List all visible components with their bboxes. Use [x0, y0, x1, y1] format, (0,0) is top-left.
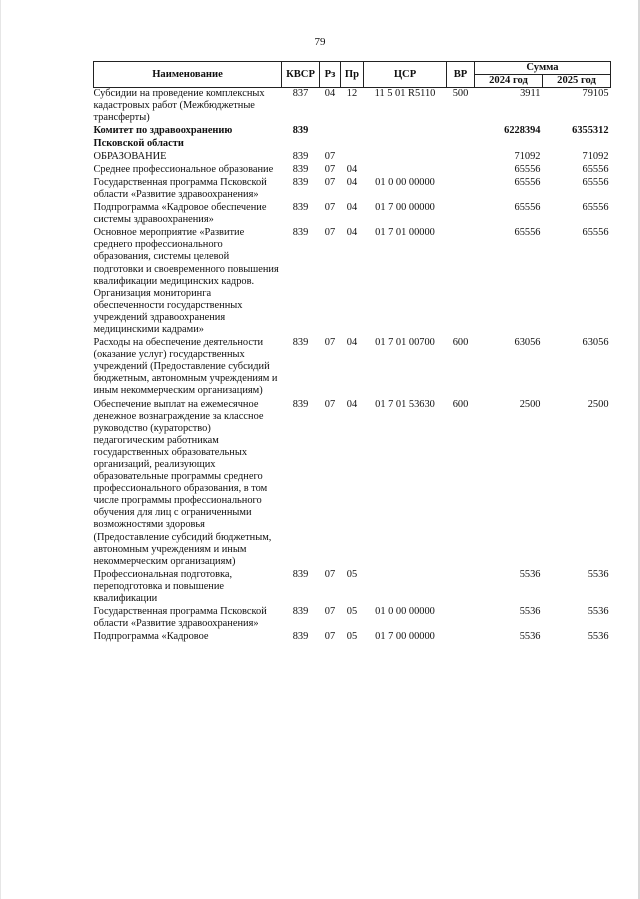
row-sum-2024: 65556	[514, 227, 541, 239]
row-vr: 600	[452, 398, 469, 410]
table-row	[94, 151, 611, 164]
row-csr	[364, 125, 447, 150]
row-sum-2025: 65556	[582, 176, 609, 188]
row-rz: 07	[324, 606, 336, 618]
row-csr: 01 7 00 00000	[375, 631, 435, 643]
page-number: 79	[314, 36, 326, 48]
row-rz: 07	[324, 337, 336, 349]
table-row	[94, 227, 611, 337]
row-kvsr: 839	[292, 176, 309, 188]
row-csr: 01 7 01 53630	[375, 398, 435, 410]
row-csr: 11 5 01 R5110	[374, 88, 436, 100]
row-rz: 07	[324, 631, 336, 643]
row-rz: 04	[324, 88, 336, 100]
row-sum-2025: 65556	[582, 163, 609, 175]
header-csr: ЦСР	[364, 62, 447, 88]
header-vr: ВР	[447, 62, 475, 88]
row-kvsr: 839	[292, 568, 309, 580]
row-pr	[341, 151, 364, 164]
row-sum-2024: 2500	[519, 398, 541, 410]
row-kvsr: 839	[292, 163, 309, 175]
row-rz: 07	[324, 202, 336, 214]
row-kvsr: 839	[292, 202, 309, 214]
table-row	[94, 177, 611, 202]
row-csr: 01 0 00 00000	[375, 176, 435, 188]
row-csr: 01 7 01 00000	[375, 227, 435, 239]
row-pr	[341, 125, 364, 150]
row-rz: 07	[324, 150, 336, 162]
row-vr	[447, 151, 475, 164]
row-vr	[447, 164, 475, 177]
row-rz	[320, 125, 341, 150]
row-name: Профессиональная подготовка, переподготовка и повышение квалификации	[93, 568, 233, 605]
row-vr	[447, 202, 475, 227]
row-name: Субсидии на проведение комплексных кадастровых работ (Межбюджетные трансферты)	[93, 88, 265, 124]
row-kvsr: 839	[292, 125, 309, 137]
row-pr: 12	[346, 88, 358, 100]
row-sum-2024: 5536	[519, 606, 541, 618]
row-kvsr: 839	[292, 337, 309, 349]
row-name: Государственная программа Псковской области «Развитие здравоохранения»	[93, 176, 267, 200]
row-csr	[364, 164, 447, 177]
scan-edge-left	[0, 0, 1, 899]
header-year-2024: 2024 год	[475, 75, 543, 88]
row-csr: 01 7 01 00700	[375, 337, 435, 349]
row-vr: 500	[452, 88, 469, 100]
row-rz: 07	[324, 398, 336, 410]
row-pr: 04	[346, 398, 358, 410]
row-vr	[447, 125, 475, 150]
row-vr	[447, 606, 475, 631]
row-sum-2024: 65556	[514, 163, 541, 175]
row-rz: 07	[324, 163, 336, 175]
header-pr: Пр	[341, 62, 364, 88]
row-sum-2025: 5536	[587, 606, 609, 618]
table-row	[94, 399, 611, 569]
row-sum-2024: 71092	[514, 150, 541, 162]
row-csr: 01 7 00 00000	[375, 202, 435, 214]
row-sum-2024: 6228394	[504, 125, 541, 137]
row-vr: 600	[452, 337, 469, 349]
row-kvsr: 839	[292, 150, 309, 162]
row-vr	[447, 569, 475, 606]
row-sum-2024: 5536	[519, 568, 541, 580]
row-vr	[447, 631, 475, 644]
row-kvsr: 839	[292, 606, 309, 618]
header-year-2025: 2025 год	[543, 75, 611, 88]
row-pr: 04	[346, 163, 358, 175]
table-row	[94, 337, 611, 398]
row-sum-2024: 65556	[514, 176, 541, 188]
row-pr: 04	[346, 176, 358, 188]
row-name: Основное мероприятие «Развитие среднего профессионального образования, системы целевой подготовки и своевременного повышения квалификации медицинских кадров. Организация мониторинга обеспеченности государственных учреждений здравоохранения медицинскими кадрами»	[93, 227, 279, 335]
row-sum-2024: 3911	[520, 88, 541, 100]
row-pr: 05	[346, 631, 358, 643]
row-name: Государственная программа Псковской области «Развитие здравоохранения»	[93, 606, 267, 630]
table-row	[94, 606, 611, 631]
row-sum-2024: 63056	[514, 337, 541, 349]
row-name: Среднее профессиональное образование	[93, 163, 274, 175]
row-sum-2025: 65556	[582, 227, 609, 239]
row-sum-2025: 5536	[587, 631, 609, 643]
header-kvsr: КВСР	[282, 62, 320, 88]
row-sum-2025: 63056	[582, 337, 609, 349]
row-vr	[447, 177, 475, 202]
row-pr: 04	[346, 337, 358, 349]
row-csr	[364, 151, 447, 164]
row-sum-2025: 6355312	[572, 125, 609, 137]
row-pr: 04	[346, 202, 358, 214]
row-csr: 01 0 00 00000	[375, 606, 435, 618]
table-row	[94, 202, 611, 227]
table-row	[94, 164, 611, 177]
row-pr: 05	[346, 606, 358, 618]
budget-table	[93, 61, 611, 644]
header-sum: Сумма	[475, 62, 611, 75]
row-vr	[447, 227, 475, 337]
row-sum-2025: 71092	[582, 150, 609, 162]
row-pr: 04	[346, 227, 358, 239]
row-name: Подпрограмма «Кадровое обеспечение системы здравоохранения»	[93, 202, 267, 226]
row-name: Комитет по здравоохранению Псковской области	[93, 125, 233, 149]
table-row	[94, 569, 611, 606]
row-kvsr: 837	[292, 88, 309, 100]
row-name: Подпрограмма «Кадровое	[93, 631, 209, 643]
row-name: Обеспечение выплат на ежемесячное денежное вознаграждение за классное руководство (кураторство) педагогическим работникам государственных образовательных организаций, реализующих образовательные программы среднего профессионального образования, в том числе программы профессионального обучения для лиц с ограниченными возможностями здоровья (Предоставление субсидий бюджетным, автономным учреждениям и иным некоммерческим организациям)	[93, 398, 272, 567]
table-row	[94, 125, 611, 150]
row-sum-2025: 5536	[587, 568, 609, 580]
header-name: Наименование	[94, 62, 282, 88]
row-name: ОБРАЗОВАНИЕ	[93, 150, 167, 162]
row-rz: 07	[324, 568, 336, 580]
row-sum-2024: 5536	[519, 631, 541, 643]
row-sum-2025: 79105	[582, 88, 609, 100]
row-sum-2025: 65556	[582, 202, 609, 214]
row-rz: 07	[324, 176, 336, 188]
row-kvsr: 839	[292, 631, 309, 643]
table-row	[94, 631, 611, 644]
row-csr	[364, 569, 447, 606]
row-pr: 05	[346, 568, 358, 580]
row-kvsr: 839	[292, 398, 309, 410]
row-sum-2025: 2500	[587, 398, 609, 410]
row-rz: 07	[324, 227, 336, 239]
header-rz: Рз	[320, 62, 341, 88]
row-sum-2024: 65556	[514, 202, 541, 214]
table-row	[94, 88, 611, 126]
row-name: Расходы на обеспечение деятельности (оказание услуг) государственных учреждений (Предоставление субсидий бюджетным, автономным учреждениям и иным некоммерческим организациям)	[93, 337, 278, 397]
row-kvsr: 839	[292, 227, 309, 239]
